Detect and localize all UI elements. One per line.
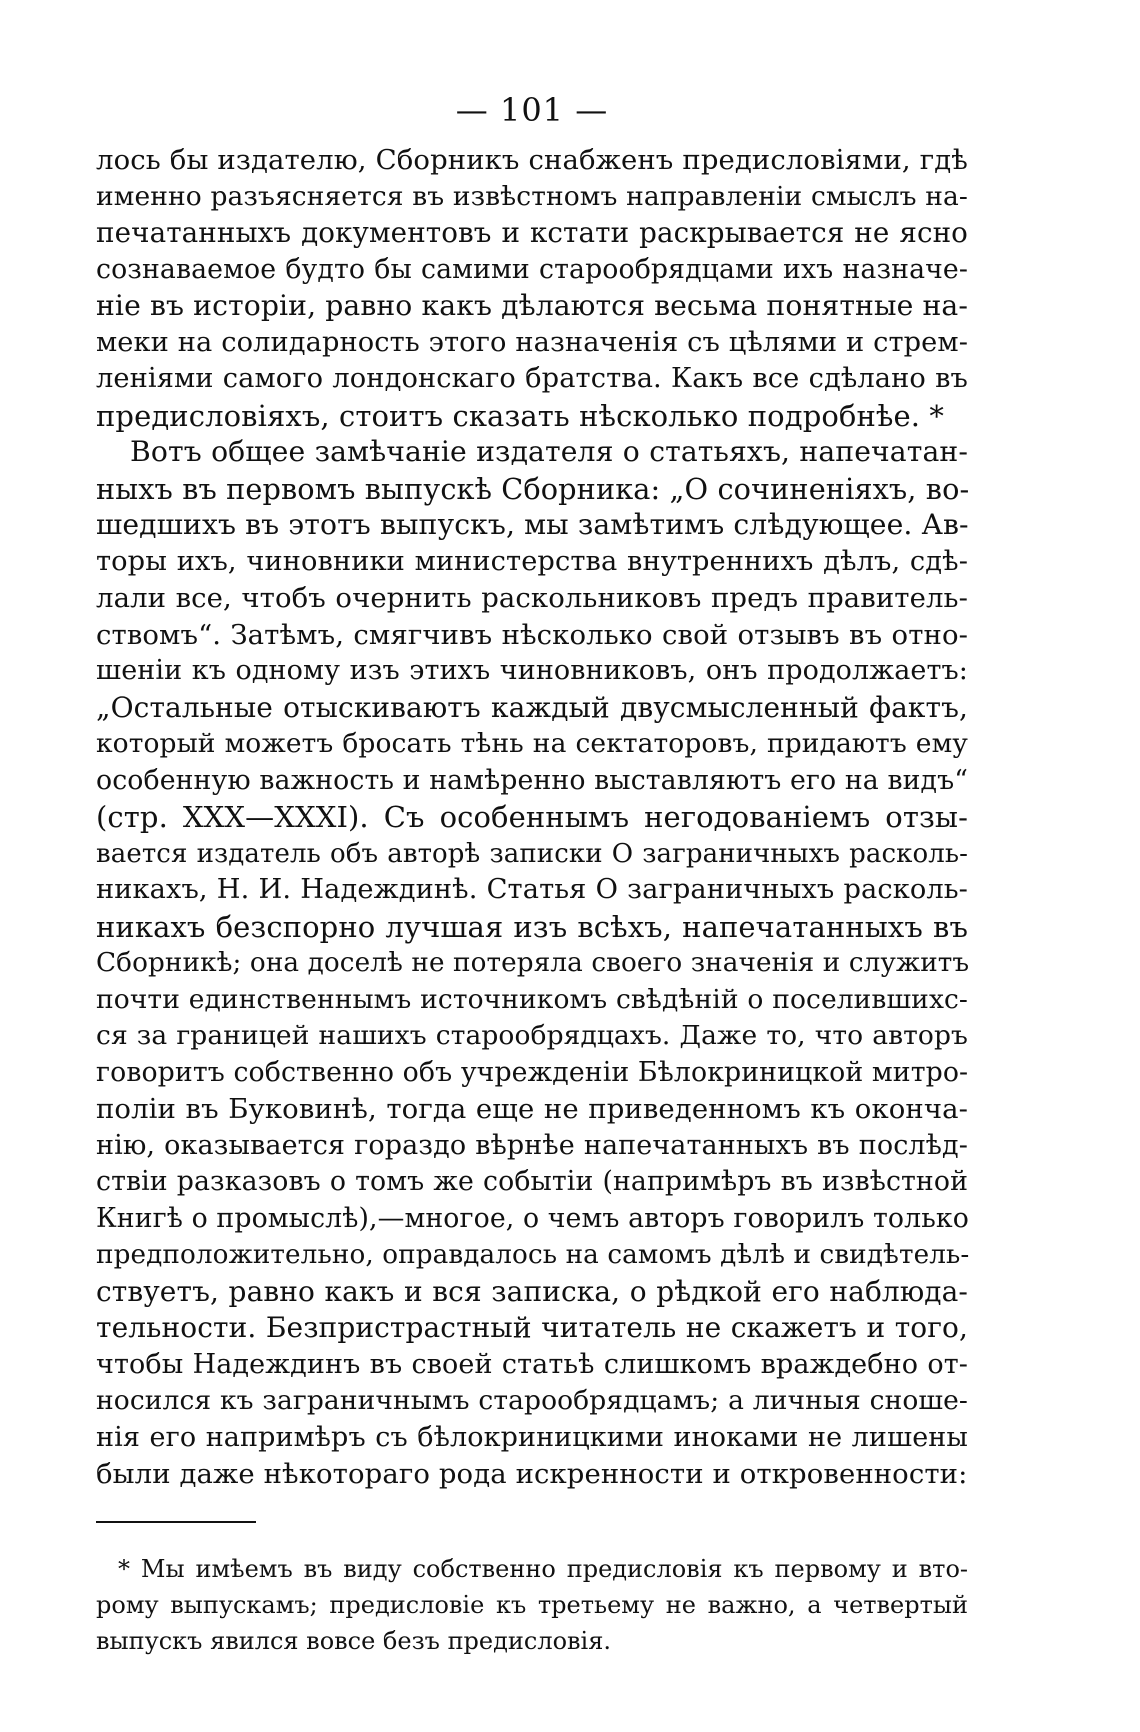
footnote-line: выпускъ явился вовсе безъ предисловія.	[96, 1626, 611, 1655]
text-line: чтобы Надеждинъ въ своей статьѣ слишкомъ враждебно от-	[96, 1348, 968, 1380]
text-line: который можетъ бросать тѣнь на сектаторовъ, придаютъ ему	[96, 728, 968, 759]
text-line: шедшихъ въ этотъ выпускъ, мы замѣтимъ слѣдующее. Ав-	[96, 508, 969, 541]
text-line: никахъ, Н. И. Надеждинѣ. Статья О заграничныхъ расколь-	[96, 874, 968, 905]
footnote-divider	[96, 1521, 256, 1523]
text-line: печатанныхъ документовъ и кстати раскрывается не ясно	[96, 216, 968, 249]
text-line: ствуетъ, равно какъ и вся записка, о рѣдкой его наблюда-	[96, 1274, 968, 1308]
text-line: ныхъ въ первомъ выпускѣ Сборника: „О сочиненіяхъ, во-	[96, 471, 970, 506]
text-line: вается издатель объ авторѣ записки О заграничныхъ расколь-	[96, 838, 968, 869]
text-line: именно разъясняется въ извѣстномъ направленіи смыслъ на-	[96, 180, 968, 212]
text-line: были даже нѣкотораго рода искренности и откровенности:	[96, 1458, 968, 1490]
body-text	[96, 142, 968, 1493]
book-page	[96, 88, 968, 1659]
text-line: ся за границей нашихъ старообрядцахъ. Даже то, что авторъ	[96, 1020, 968, 1051]
text-line: лали все, чтобъ очернить раскольниковъ предъ правитель-	[96, 582, 968, 614]
text-line: предисловіяхъ, стоитъ сказать нѣсколько подробнѣе. *	[96, 398, 944, 433]
footnote	[96, 1551, 968, 1659]
text-line: поліи въ Буковинѣ, тогда еще не приведенномъ къ оконча-	[96, 1093, 968, 1125]
text-line: ствомъ“. Затѣмъ, смягчивъ нѣсколько свой отзывъ въ отно-	[96, 618, 968, 651]
footnote-line: * Мы имѣемъ въ виду собственно предисловія къ первому и вто-	[118, 1554, 968, 1583]
text-line: (стр. XXX—XXXI). Съ особеннымъ негодованіемъ отзы-	[96, 800, 968, 834]
text-line: Вотъ общее замѣчаніе издателя о статьяхъ, напечатан-	[130, 435, 968, 468]
text-line: Сборникѣ; она доселѣ не потеряла своего значенія и служитъ	[96, 948, 970, 978]
text-line: сознаваемое будто бы самими старообрядцами ихъ назначе-	[96, 253, 968, 285]
text-line: нію, оказывается гораздо вѣрнѣе напечатанныхъ въ послѣд-	[96, 1129, 968, 1161]
page-number: — 101 —	[455, 91, 609, 129]
text-line: почти единственнымъ источникомъ свѣдѣній о поселившихс-	[96, 983, 968, 1015]
text-line: нія его напримѣръ съ бѣлокриницкими иноками не лишены	[96, 1421, 968, 1453]
text-line: лось бы издателю, Сборникъ снабженъ предисловіями, гдѣ	[96, 144, 968, 176]
text-line: шеніи къ одному изъ этихъ чиновниковъ, онъ продолжаетъ:	[96, 655, 968, 686]
text-line: ніе въ исторіи, равно какъ дѣлаются весьма понятные на-	[96, 289, 968, 322]
text-line: предположительно, оправдалось на самомъ дѣлѣ и свидѣтель-	[96, 1240, 970, 1270]
text-line: ствіи разказовъ о томъ же событіи (напримѣръ въ извѣстной	[96, 1166, 968, 1197]
text-line: меки на солидарность этого назначенія съ цѣлями и стрем-	[96, 326, 968, 358]
text-line: особенную важность и намѣренно выставляютъ его на видъ“	[96, 764, 968, 796]
text-line: „Остальные отыскиваютъ каждый двусмысленный фактъ,	[96, 690, 968, 724]
text-line: носился къ заграничнымъ старообрядцамъ; а личныя сноше-	[96, 1385, 968, 1416]
text-line: торы ихъ, чиновники министерства внутреннихъ дѣлъ, сдѣ-	[96, 545, 968, 577]
footnote-line: рому выпускамъ; предисловіе къ третьему не важно, а четвертый	[96, 1590, 968, 1619]
text-line: никахъ безспорно лучшая изъ всѣхъ, напечатанныхъ въ	[96, 909, 968, 944]
text-line: Книгѣ о промыслѣ),—многое, о чемъ авторъ говорилъ только	[96, 1202, 969, 1234]
text-line: тельности. Безпристрастный читатель не скажетъ и того,	[96, 1311, 968, 1344]
text-line: леніями самого лондонскаго братства. Какъ все сдѣлано въ	[96, 363, 968, 394]
text-line: говоритъ собственно объ учрежденіи Бѣлокриницкой митро-	[96, 1056, 969, 1088]
